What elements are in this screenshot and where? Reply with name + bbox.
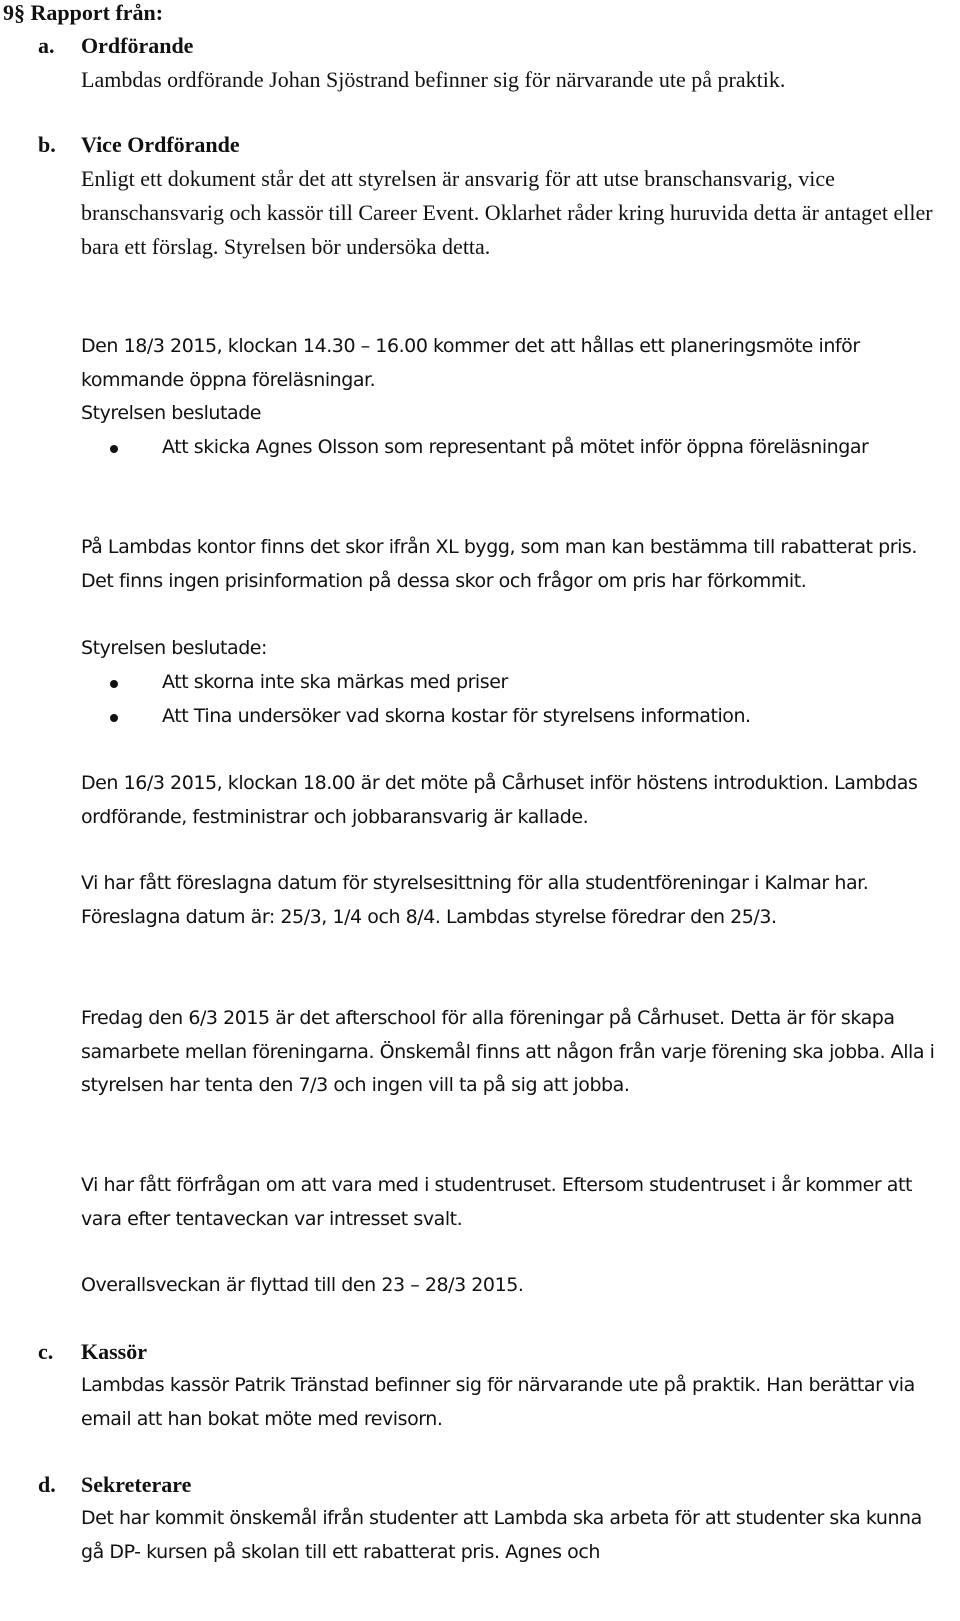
decision-label-1: Styrelsen beslutade	[81, 402, 262, 424]
ordforande-text: Lambdas ordförande Johan Sjöstrand befinner sig för närvarande ute på praktik.	[81, 67, 786, 92]
decision-item	[81, 666, 941, 700]
decision-item	[81, 700, 941, 734]
bullet-icon	[110, 445, 118, 453]
decision-item	[81, 431, 941, 465]
decision-item-text: Att skorna inte ska märkas med priser	[162, 671, 508, 693]
decision-item-text: Att skicka Agnes Olsson som representant på mötet inför öppna föreläsningar	[162, 436, 869, 458]
kassor-text: Lambdas kassör Patrik Tränstad befinner sig för närvarande ute på praktik. Han berättar via email att han bokat möte med revisorn.	[81, 1374, 915, 1430]
vice-heading-title: Vice Ordförande	[81, 132, 240, 157]
section-heading: 9§ Rapport från:	[3, 0, 164, 25]
vice-heading-letter: b.	[38, 132, 56, 157]
planning-meeting-paragraph: Den 18/3 2015, klockan 14.30 – 16.00 kommer det att hållas ett planeringsmöte inför kommande öppna föreläsningar.	[81, 335, 860, 391]
sekreterare-heading-letter: d.	[38, 1472, 56, 1497]
decision-list-2	[81, 666, 941, 733]
kassor-heading	[38, 1335, 147, 1369]
bullet-icon	[110, 714, 118, 722]
sekreterare-text: Det har kommit önskemål ifrån studenter att Lambda ska arbeta för att studenter ska kunna gå DP- kursen på skolan till ett rabatterat pris. Agnes och	[81, 1507, 922, 1563]
vice-heading	[38, 128, 240, 162]
decision-label-2: Styrelsen beslutade:	[81, 637, 268, 659]
afterschool-paragraph: Fredag den 6/3 2015 är det afterschool för alla föreningar på Cårhuset. Detta är för skapa samarbete mellan föreningarna. Önskemål finns att någon från varje förening ska jobba. Alla i styrelsen har tenta den 7/3 och ingen vill ta på sig att jobba.	[81, 1007, 935, 1097]
sekreterare-heading-title: Sekreterare	[81, 1472, 192, 1497]
styrelsesittning-paragraph: Vi har fått föreslagna datum för styrelsesittning för alla studentföreningar i Kalmar har. Föreslagna datum är: 25/3, 1/4 och 8/4. Lambdas styrelse föredrar den 25/3.	[81, 872, 869, 928]
ordforande-heading-letter: a.	[38, 33, 55, 58]
decision-item-text: Att Tina undersöker vad skorna kostar för styrelsens information.	[162, 704, 751, 727]
carhuset-meeting-paragraph: Den 16/3 2015, klockan 18.00 är det möte på Cårhuset inför höstens introduktion. Lambdas ordförande, festministrar och jobbaransvarig är kallade.	[81, 772, 918, 828]
kassor-heading-letter: c.	[38, 1339, 54, 1364]
bullet-icon	[110, 680, 118, 688]
sekreterare-heading	[38, 1468, 191, 1502]
vice-intro-paragraph: Enligt ett dokument står det att styrelsen är ansvarig för att utse branschansvarig, vice branschansvarig och kassör till Career Event. Oklarhet råder kring huruvida detta är antaget eller bara ett förslag. Styrelsen bör undersöka detta.	[81, 166, 933, 259]
studentruset-paragraph: Vi har fått förfrågan om att vara med i studentruset. Eftersom studentruset i år kommer att vara efter tentaveckan var intresset svalt.	[81, 1174, 912, 1230]
decision-list-1	[81, 431, 941, 465]
kassor-heading-title: Kassör	[81, 1339, 147, 1364]
ordforande-heading-title: Ordförande	[81, 33, 194, 58]
shoes-paragraph: På Lambdas kontor finns det skor ifrån XL bygg, som man kan bestämma till rabatterat pris. Det finns ingen prisinformation på dessa skor och frågor om pris har förkommit.	[81, 536, 917, 592]
overallsveckan-paragraph: Overallsveckan är flyttad till den 23 – 28/3 2015.	[81, 1274, 524, 1296]
ordforande-heading	[38, 29, 193, 63]
